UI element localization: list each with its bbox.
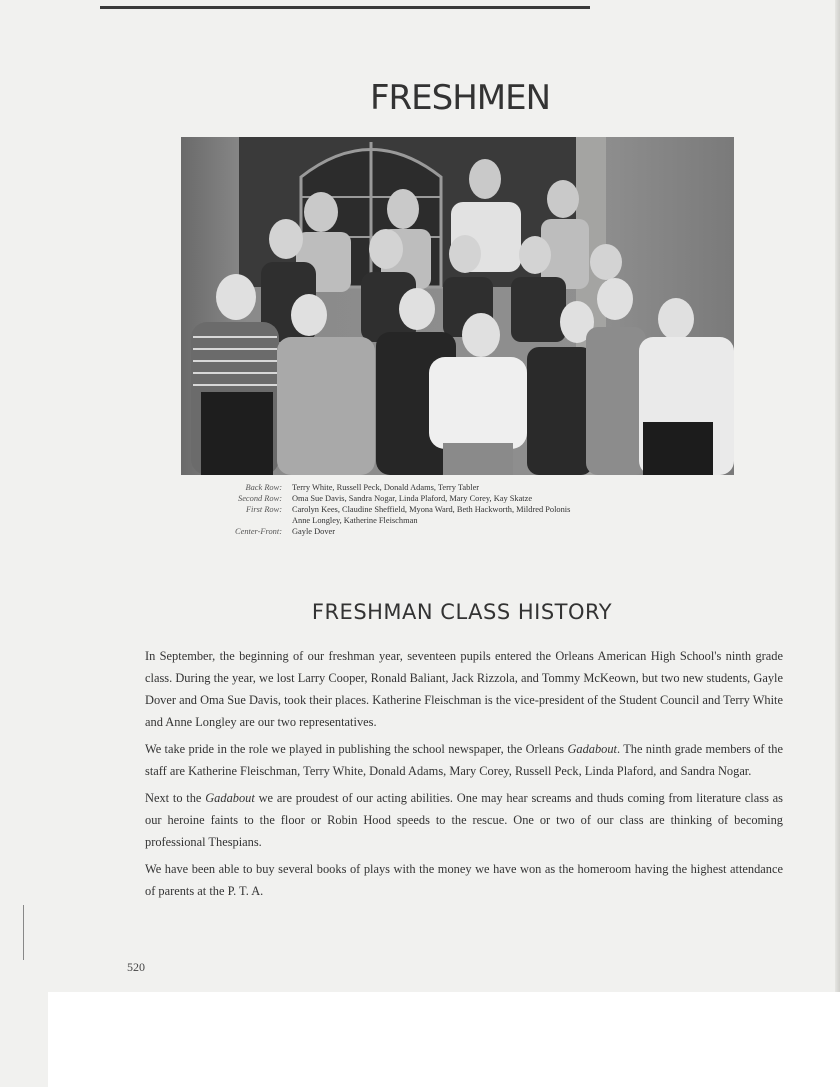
section-title: FRESHMAN CLASS HISTORY: [311, 600, 613, 624]
caption-label: First Row:: [245, 505, 282, 514]
history-paragraph: In September, the beginning of our freshman year, seventeen pupils entered the Orleans American High School's ninth grade class. During the year, we lost Larry Cooper, Ronald Baliant, Jack Rizzola, and Tommy McKeown, but two new students, Gayle Dover and Oma Sue Davis, took their places. Katherine Fleischman is the vice-president of the Student Council and Terry White and Anne Longley are our two representatives.: [145, 649, 783, 729]
paper-edge: [0, 992, 48, 1087]
caption-names: Gayle Dover: [292, 527, 336, 536]
caption-second-row: [207, 493, 707, 504]
caption-first-row-cont: [207, 515, 707, 526]
page-edge: [835, 0, 840, 992]
text-run: Next to the: [145, 791, 206, 805]
caption-names: Terry White, Russell Peck, Donald Adams, Terry Tabler: [292, 483, 480, 492]
newspaper-name: Gadabout: [205, 791, 255, 805]
caption-label: Second Row:: [238, 494, 282, 503]
class-photo-image: [181, 137, 734, 475]
newspaper-name: Gadabout: [567, 742, 618, 756]
caption-first-row: [207, 504, 707, 515]
page-number: 520: [127, 960, 145, 974]
text-run: we are proudest of our acting abilities. One may hear screams and thuds coming from literature class as our heroine faints to the floor or Robin Hood speeds to the rescue. One or two of our class are thinking of becoming professional Thespians.: [145, 791, 784, 849]
text-run: We take pride in the role we played in publishing the school newspaper, the Orleans: [145, 742, 568, 756]
class-photo: [181, 137, 734, 475]
page-title: FRESHMEN: [369, 78, 551, 118]
caption-label: Back Row:: [245, 483, 282, 492]
margin-mark: [23, 905, 24, 960]
history-paragraph: [145, 787, 783, 853]
photo-caption: [207, 482, 707, 537]
text-run: . The ninth grade members of the staff are Katherine Fleischman, Terry White, Donald Adams, Mary Corey, Russell Peck, Linda Plaford, and Sandra Nogar.: [145, 742, 783, 778]
class-history-text: [145, 645, 783, 907]
caption-center-front: [207, 526, 707, 537]
caption-names: Anne Longley, Katherine Fleischman: [292, 516, 418, 525]
history-paragraph: [145, 738, 783, 782]
history-paragraph: We have been able to buy several books of plays with the money we have won as the homeroom having the highest attendance of parents at the P. T. A.: [145, 862, 783, 898]
caption-back-row: [207, 482, 707, 493]
caption-label: Center-Front:: [235, 527, 282, 536]
top-rule: [100, 6, 590, 9]
caption-names: Carolyn Kees, Claudine Sheffield, Myona Ward, Beth Hackworth, Mildred Polonis: [292, 505, 571, 514]
caption-names: Oma Sue Davis, Sandra Nogar, Linda Plaford, Mary Corey, Kay Skatze: [292, 494, 533, 503]
caption-label: [207, 515, 292, 526]
